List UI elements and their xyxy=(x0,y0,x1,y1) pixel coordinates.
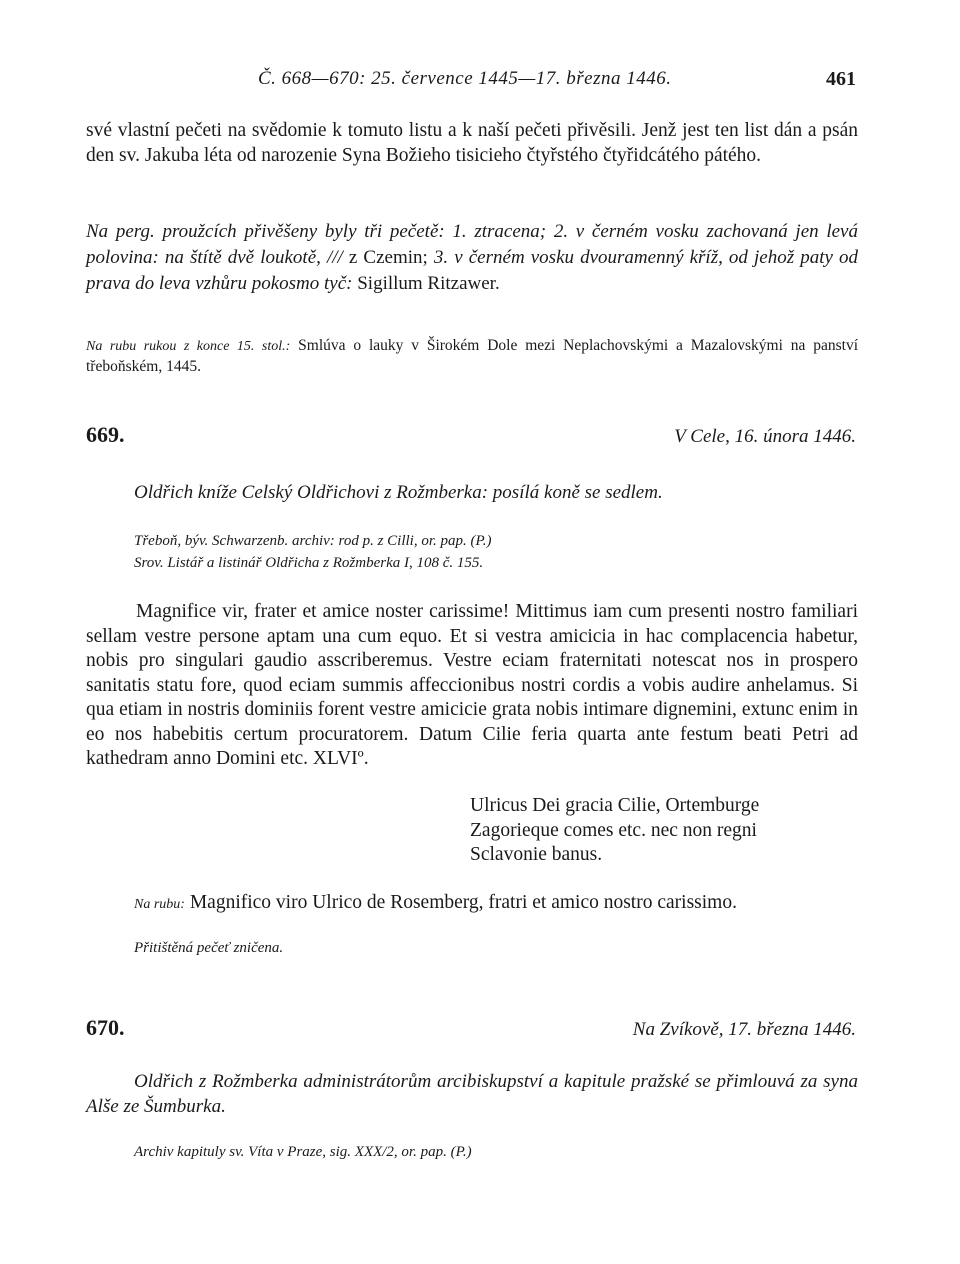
signature-line-2: Zagorieque comes etc. nec non regni xyxy=(470,819,757,841)
verso-text: Smlúva o lauky v Širokém Dole mezi Neplachovskými a Mazalovskými na panství třeboňském, 1445. xyxy=(86,337,859,375)
doc669-summary: Oldřich kníže Celský Oldřichovi z Rožmberka: posílá koně se sedlem. xyxy=(134,482,663,503)
verso-label: Na rubu rukou z konce 15. stol.: xyxy=(86,339,291,354)
doc670-source: Archiv kapituly sv. Víta v Praze, sig. XXX/2, or. pap. (P.) xyxy=(134,1144,472,1160)
seals-note-roman: z Czemin; xyxy=(348,247,428,268)
page-number: 461 xyxy=(826,68,856,90)
doc668-seals-note xyxy=(86,219,858,297)
doc670-summary: Oldřich z Rožmberka administrátorům arcibiskupství a kapitule pražské se přimlouvá za syna Alše ze Šumburka. xyxy=(86,1071,858,1117)
seals-note-italic: Na perg. proužcích přivěšeny byly tři pečetě: 1. ztracena; 2. v černém vosku zachovaná jen levá polovina: na štítě dvě loukotě, /// xyxy=(86,221,858,268)
doc669-signature xyxy=(470,794,759,868)
doc669-source-1: Třeboň, býv. Schwarzenb. archiv: rod p. z Cilli, or. pap. (P.) xyxy=(134,533,492,549)
doc669-place-date: V Cele, 16. února 1446. xyxy=(674,426,856,447)
doc669-verso xyxy=(134,892,737,914)
doc669-source-2: Srov. Listář a listinář Oldřicha z Rožmberka I, 108 č. 155. xyxy=(134,555,484,571)
doc670-place-date: Na Zvíkově, 17. března 1446. xyxy=(632,1019,856,1040)
doc670-number: 670. xyxy=(86,1015,125,1040)
seals-note-roman-2: Sigillum Ritzawer. xyxy=(357,273,500,294)
doc669-sources xyxy=(134,530,491,574)
doc669-seal-note: Přitištěná pečeť zničena. xyxy=(134,940,284,956)
doc668-verso-note xyxy=(86,336,858,377)
seals-note-italic-2: 3. v černém vosku dvouramenný kříž, od jehož paty od prava do leva vzhůru pokosmo tyč: xyxy=(86,247,859,294)
doc669-latin-text: Magnifice vir, frater et amice noster carissime! Mittimus iam cum presenti nostro familiari sellam vestre persone aptam una cum equo. Et si vestra amicicia in hac complacencia habetur, nobis pro singulari gaudio asscriberemus. Vestre eciam fraternitati notescat nos in prospero sanitatis statu fore, quod eciam summis affeccionibus nostri cordis a vobis audire anhelamus. Si qua etiam in nostris dominiis forent vestre amicicie grata nobis intimare dignemini, extunc enim in eo nos habebitis certum procuratorem. Datum Cilie feria quarta ante festum beati Petri ad kathedram anno Domini etc. XLVIº. xyxy=(86,601,858,769)
signature-line-1: Ulricus Dei gracia Cilie, Ortemburge xyxy=(470,795,760,816)
doc669-number: 669. xyxy=(86,422,125,447)
doc669-verso-text: Magnifico viro Ulrico de Rosemberg, fratri et amico nostro carissimo. xyxy=(189,892,737,913)
doc669-verso-label: Na rubu: xyxy=(134,897,185,912)
doc668-closing-text: své vlastní pečeti na svědomie k tomuto listu a k naší pečeti přivěsili. Jenž jest ten list dán a psán den sv. Jakuba léta od narozenie Syna Božieho tisicieho čtyřstého čtyřidcátého pátého. xyxy=(86,120,858,166)
signature-line-3: Sclavonie banus. xyxy=(470,844,603,865)
running-header: Č. 668—670: 25. července 1445—17. března 1446. xyxy=(258,68,672,89)
